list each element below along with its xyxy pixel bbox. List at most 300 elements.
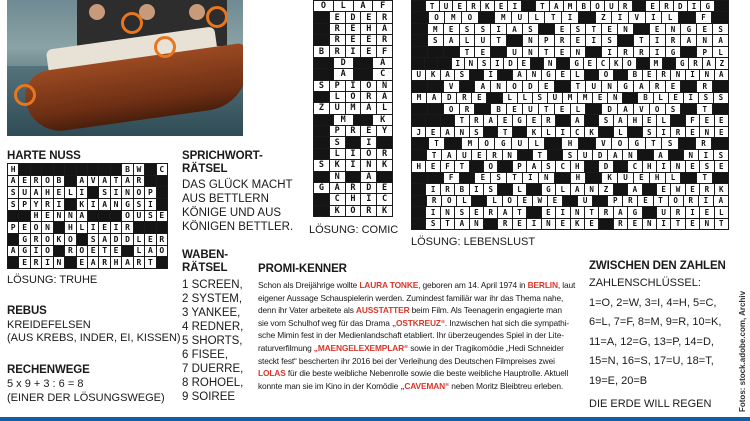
lebenslust-black-cell [412,104,427,114]
harte-nuss-cell: A [99,176,109,187]
promi-text-run: Schon als Dreijährige wollte [258,280,360,290]
lebenslust-cell: I [426,184,439,194]
lebenslust-black-cell [681,47,696,57]
waben-item: 4 REDNER, [182,321,244,333]
promi-line [258,367,578,380]
lebenslust-cell: U [523,104,538,114]
harte-nuss-black-cell [65,164,75,175]
lebenslust-cell: A [628,184,641,194]
waben-item: 1 SCREEN, [182,279,243,291]
promi-text-run: konnte man sie im Kino in der Komödie [258,380,401,391]
lebenslust-black-cell [472,196,486,206]
comic-row [314,46,392,56]
harte-nuss-row [8,187,167,198]
lebenslust-cell: H [571,161,584,171]
lebenslust-cell: K [527,127,540,137]
lebenslust-cell: U [578,196,592,206]
zwischen-line: 15=N, 16=S, 17=U, 18=T, [589,355,714,367]
comic-cell: H [361,24,376,34]
harte-nuss-cell: O [42,176,52,187]
harte-nuss-black-cell [8,257,18,268]
lebenslust-cell: T [429,138,445,148]
lebenslust-cell: N [539,173,554,183]
lebenslust-cell: E [513,219,526,229]
lebenslust-cell: L [662,12,678,22]
lebenslust-cell: U [475,35,490,45]
lebenslust-cell: E [444,24,459,34]
harte-nuss-solution: LÖSUNG: TRUHE [7,274,98,286]
comic-cell: D [361,183,376,193]
lebenslust-black-cell [412,47,427,57]
harte-nuss-cell: N [122,187,132,198]
lebenslust-cell: E [650,24,665,34]
lebenslust-cell: T [536,1,549,11]
harte-nuss-cell: D [111,234,121,245]
lebenslust-cell: S [491,173,506,183]
lebenslust-black-cell [585,70,598,80]
harte-nuss-cell: A [145,246,155,257]
lebenslust-cell: I [650,35,665,45]
lebenslust-black-cell [428,81,443,91]
comic-cell: R [377,149,392,159]
comic-cell: D [346,12,361,22]
lebenslust-cell: L [614,127,627,137]
lebenslust-cell: E [539,81,554,91]
lebenslust-cell: E [426,127,439,137]
lebenslust-cell: N [643,219,656,229]
lebenslust-cell: N [503,150,517,160]
lebenslust-cell: E [643,115,656,125]
comic-cell: L [377,103,392,113]
lebenslust-cell: R [634,47,649,57]
sprichwort-heading: SPRICHWORT- [182,150,263,162]
lebenslust-cell: N [465,58,477,68]
footer-bar [0,417,750,421]
lebenslust-cell: T [586,24,601,34]
lebenslust-cell: T [545,12,561,22]
lebenslust-cell: E [686,219,699,229]
difference-marker [14,84,36,106]
lebenslust-cell: U [512,12,528,22]
harte-nuss-cell: H [65,222,75,233]
lebenslust-row [412,24,728,34]
comic-black-cell [314,58,333,68]
lebenslust-black-cell [599,127,612,137]
promi-text [258,279,578,392]
lebenslust-cell: E [475,173,490,183]
lebenslust-cell: A [703,58,715,68]
lebenslust-cell: P [608,196,622,206]
comic-cell: P [330,81,345,91]
harte-nuss-cell: V [88,176,98,187]
comic-cell: R [330,35,345,45]
harte-nuss-cell: R [65,246,75,257]
lebenslust-cell: E [715,127,728,137]
comic-black-cell [354,69,373,79]
harte-nuss-cell: E [54,187,64,198]
comic-cell: A [354,1,373,11]
comic-cell: A [373,58,392,68]
lebenslust-cell: A [608,150,622,160]
lebenslust-cell: I [602,47,617,57]
lebenslust-cell: L [457,196,471,206]
comic-cell: C [377,194,392,204]
lebenslust-cell: A [571,184,584,194]
harte-nuss-cell: H [42,187,52,198]
lebenslust-cell: C [571,127,584,137]
lebenslust-row [412,115,728,125]
harte-nuss-cell: Y [31,199,41,210]
harte-nuss-cell: U [19,187,29,198]
lebenslust-cell: R [427,196,441,206]
comic-cell: K [373,115,392,125]
lebenslust-cell: N [618,24,633,34]
promi-line [258,317,578,330]
lebenslust-cell: I [699,150,713,160]
lebenslust-cell: I [491,58,503,68]
lebenslust-black-cell [585,115,598,125]
lebenslust-cell: I [688,1,701,11]
waben-item: 6 FISEE, [182,349,229,361]
lebenslust-black-cell [479,12,495,22]
lebenslust-cell: U [457,150,471,160]
lebenslust-cell: U [412,70,425,80]
lebenslust-black-cell [412,150,426,160]
harte-nuss-cell: R [134,176,144,187]
comic-cell: E [346,35,361,45]
comic-cell: I [346,46,361,56]
comic-cell: A [377,24,392,34]
comic-cell: R [346,126,361,136]
lebenslust-cell: G [513,115,526,125]
comic-cell: R [361,92,376,102]
lebenslust-black-cell [555,173,570,183]
harte-nuss-black-cell [145,176,155,187]
lebenslust-cell: E [585,219,598,229]
lebenslust-cell: A [714,196,728,206]
lebenslust-cell: L [487,196,501,206]
lebenslust-cell: L [713,47,728,57]
zwischen-line: 11=A, 12=G, 13=P, 14=D, [589,335,714,348]
lebenslust-black-cell [712,12,728,22]
lebenslust-cell: T [539,104,554,114]
lebenslust-cell: E [643,70,656,80]
lebenslust-cell: C [628,161,641,171]
harte-nuss-cell: E [99,222,109,233]
harte-nuss-cell: I [111,222,121,233]
harte-nuss-black-cell [88,187,98,198]
lebenslust-cell: N [671,161,684,171]
rechenwege-line: (EINER DER LÖSUNGSWEGE) [7,392,165,404]
lebenslust-black-cell [539,24,554,34]
lebenslust-cell: E [602,24,617,34]
lebenslust-cell: E [700,115,713,125]
difference-marker [206,6,228,28]
lebenslust-cell: U [578,150,592,160]
lebenslust-cell: S [470,127,483,137]
comic-cell: N [330,172,345,182]
lebenslust-cell: P [513,161,526,171]
harte-nuss-cell: L [65,187,75,198]
lebenslust-cell: F [441,161,454,171]
sprichwort-line: DAS GLÜCK MACHT [182,179,293,191]
lebenslust-cell: E [715,115,728,125]
lebenslust-cell: O [479,138,495,148]
promi-text-run: sie vom Schulhof weg für das Drama [258,317,392,328]
comic-cell: I [361,137,376,147]
comic-row [314,194,392,204]
lebenslust-cell: S [460,24,475,34]
lebenslust-cell: U [507,47,522,57]
lebenslust-black-cell [412,35,427,45]
harte-nuss-black-cell [157,176,167,187]
harte-nuss-row [8,222,167,233]
lebenslust-cell: Z [596,12,612,22]
lebenslust-cell: N [441,207,454,217]
lebenslust-black-cell [527,184,540,194]
harte-nuss-black-cell [19,211,29,222]
lebenslust-row [412,219,728,229]
lebenslust-cell: A [715,70,728,80]
harte-nuss-row [8,176,167,187]
harte-nuss-black-cell [65,176,75,187]
harte-nuss-cell: T [145,257,155,268]
lebenslust-black-cell [545,138,561,148]
lebenslust-black-cell [614,70,627,80]
promi-highlight: BERLIN [527,280,558,290]
promi-text-run: . Inzwischen hat sich die sympathi- [444,317,570,328]
lebenslust-cell: M [650,58,662,68]
harte-nuss-cell: N [111,199,121,210]
lebenslust-cell: I [508,1,521,11]
lebenslust-black-cell [498,184,511,194]
promi-highlight: „OSTKREUZ“ [391,317,445,328]
comic-row [314,160,392,170]
lebenslust-cell: R [696,138,712,148]
lebenslust-black-cell [460,173,475,183]
lebenslust-cell: M [462,138,478,148]
lebenslust-row [412,184,728,194]
lebenslust-cell: E [584,58,596,68]
lebenslust-cell: S [662,138,678,148]
lebenslust-cell: L [518,93,532,103]
harte-nuss-cell: P [145,187,155,198]
harte-nuss-black-cell [65,199,75,210]
harte-nuss-black-cell [65,257,75,268]
harte-nuss-cell: I [88,199,98,210]
harte-nuss-cell: K [77,199,87,210]
lebenslust-cell: O [591,1,604,11]
lebenslust-cell: E [472,93,486,103]
comic-black-cell [314,126,329,136]
lebenslust-cell: A [441,70,454,80]
lebenslust-black-cell [444,47,459,57]
lebenslust-cell: I [657,161,670,171]
lebenslust-black-cell [585,161,598,171]
comic-black-cell [314,172,329,182]
lebenslust-black-cell [643,184,656,194]
lebenslust-cell: E [498,115,511,125]
lebenslust-cell: E [518,196,532,206]
comic-black-cell [314,137,329,147]
comic-cell: K [330,160,345,170]
comic-black-cell [346,172,361,182]
lebenslust-black-cell [556,115,569,125]
lebenslust-cell: N [585,184,598,194]
lebenslust-row [412,12,728,22]
lebenslust-black-cell [531,58,543,68]
lebenslust-cell: A [507,24,522,34]
lebenslust-black-cell [412,184,425,194]
lebenslust-cell: E [542,207,555,217]
lebenslust-cell: T [533,150,547,160]
lebenslust-cell: E [495,1,508,11]
comic-cell: R [330,46,345,56]
zwischen-heading: ZWISCHEN DEN ZAHLEN [589,260,726,272]
comic-cell: O [346,206,361,216]
waben-item: 7 DUERRE, [182,363,244,375]
lebenslust-cell: S [523,24,538,34]
zwischen-line: 19=E, 20=B [589,374,648,387]
promi-text-run: beim Film. Als Teenagerin engagierte man [409,305,562,316]
lebenslust-cell: A [513,70,526,80]
lebenslust-cell: A [654,150,668,160]
lebenslust-cell: A [614,115,627,125]
lebenslust-black-cell [555,81,570,91]
lebenslust-cell: T [441,219,454,229]
lebenslust-cell: T [513,207,526,217]
lebenslust-cell: U [605,1,618,11]
comic-cell: G [314,183,329,193]
harte-nuss-black-cell [88,164,98,175]
promi-text-run: , geboren am 14. April 1974 in [418,280,528,290]
lebenslust-cell: E [555,104,570,114]
lebenslust-cell: I [657,127,670,137]
harte-nuss-black-cell [111,164,121,175]
lebenslust-black-cell [713,81,728,91]
comic-cell: C [330,194,345,204]
harte-nuss-black-cell [157,257,167,268]
comic-cell: O [314,1,333,11]
lebenslust-cell: L [571,104,586,114]
lebenslust-cell: G [681,24,696,34]
lebenslust-cell: N [608,93,622,103]
lebenslust-cell: E [548,196,562,206]
lebenslust-cell: T [671,219,684,229]
lebenslust-cell: E [518,58,530,68]
lebenslust-cell: I [452,58,464,68]
lebenslust-cell: Z [716,58,728,68]
lebenslust-cell: P [697,47,712,57]
lebenslust-cell: A [550,1,563,11]
lebenslust-cell: A [427,93,441,103]
lebenslust-cell: I [657,219,670,229]
lebenslust-cell: T [455,115,468,125]
harte-nuss-black-cell [157,187,167,198]
lebenslust-cell: R [542,115,555,125]
lebenslust-black-cell [669,150,683,160]
comic-cell: R [377,12,392,22]
harte-nuss-black-cell [99,164,109,175]
waben-heading: WABEN- [182,249,229,261]
lebenslust-black-cell [412,58,424,68]
lebenslust-black-cell [470,70,483,80]
lebenslust-black-cell [681,81,696,91]
harte-nuss-grid [7,163,168,269]
lebenslust-cell: S [666,104,681,114]
lebenslust-cell: A [498,207,511,217]
comic-black-cell [377,137,392,147]
sprichwort-heading: RÄTSEL [182,163,228,175]
comic-row [314,137,392,147]
lebenslust-black-cell [614,161,627,171]
lebenslust-black-cell [557,58,569,68]
lebenslust-cell: S [602,35,617,45]
lebenslust-cell: E [686,184,699,194]
harte-nuss-cell: A [122,176,132,187]
lebenslust-cell: I [470,184,483,194]
lebenslust-cell: R [470,115,483,125]
lebenslust-cell: T [634,35,649,45]
harte-nuss-black-cell [157,222,167,233]
lebenslust-cell: R [467,1,480,11]
lebenslust-black-cell [412,81,427,91]
harte-nuss-cell: E [19,176,29,187]
comic-cell: O [361,81,376,91]
lebenslust-cell: S [700,161,713,171]
lebenslust-cell: T [654,196,668,206]
comic-cell: F [377,46,392,56]
lebenslust-cell: E [472,150,486,160]
sprichwort-line: KÖNIGE UND AUS [182,207,282,219]
lebenslust-cell: E [571,35,586,45]
lebenslust-black-cell [412,24,427,34]
comic-black-cell [314,206,329,216]
comic-row [314,92,392,102]
harte-nuss-cell: I [145,199,155,210]
comic-cell: C [373,69,392,79]
lebenslust-black-cell [518,150,532,160]
comic-cell: A [361,103,376,113]
lebenslust-cell: G [542,184,555,194]
harte-nuss-cell: L [77,222,87,233]
promi-line [258,355,578,368]
rebus-heading: REBUS [7,305,47,317]
lebenslust-black-cell [460,81,475,91]
harte-nuss-cell: L [134,234,144,245]
lebenslust-cell: N [544,58,556,68]
lebenslust-cell: I [684,93,698,103]
lebenslust-cell: R [618,47,633,57]
lebenslust-cell: I [650,47,665,57]
harte-nuss-black-cell [42,164,52,175]
comic-cell: M [334,115,353,125]
comic-black-cell [314,24,329,34]
lebenslust-black-cell [441,115,454,125]
lebenslust-row [412,35,728,45]
lebenslust-black-cell [586,104,601,114]
comic-black-cell [354,58,373,68]
lebenslust-cell: B [638,93,652,103]
lebenslust-cell: L [529,138,545,148]
lebenslust-cell: U [440,1,453,11]
comic-cell: I [361,194,376,204]
comic-cell: Z [314,103,329,113]
lebenslust-cell: O [444,104,459,114]
harte-nuss-black-cell [54,164,64,175]
lebenslust-cell: S [455,70,468,80]
lebenslust-cell: I [562,12,578,22]
